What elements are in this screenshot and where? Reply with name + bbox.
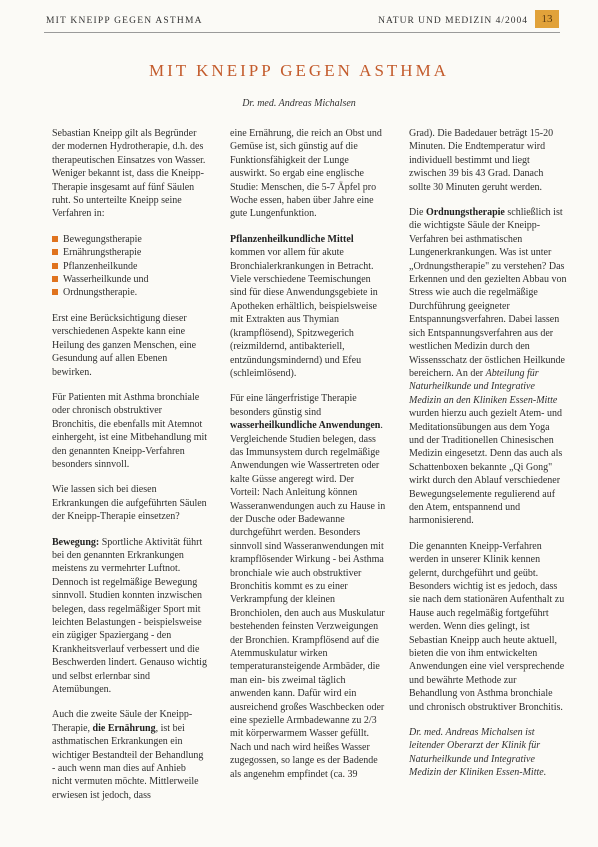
header-rule bbox=[44, 32, 560, 33]
bold-lead: Pflanzenheilkundliche Mittel bbox=[230, 233, 354, 245]
intro-paragraph: Sebastian Kneipp gilt als Begründer der modernen Hydrotherapie, d.h. des therapeutischen Einsatzes von Wasser. Weniger bekannt ist, dass die Kneipp-Therapie insgesamt auf fünf Säulen ruht. So unterteilte Kneipp seine Verfahren in: bbox=[52, 128, 206, 220]
column-3 bbox=[409, 127, 567, 792]
column-2 bbox=[230, 127, 386, 793]
article-author: Dr. med. Andreas Michalsen bbox=[242, 98, 356, 109]
author-bio-text: Dr. med. Andreas Michalsen ist leitender Oberarzt der Klinik für Naturheilkunde und Integrative Medizin der Kliniken Essen-Mitte. bbox=[409, 727, 547, 779]
list-item: Wasserheilkunde und bbox=[52, 273, 208, 286]
therapy-list bbox=[52, 233, 208, 300]
paragraph-text: . Vergleichende Studien belegen, dass das Immunsystem durch regelmäßige Anwendungen wie Wassertreten oder kalte Güsse angeregt wird. Der Vorteil: Nach Anleitung können Wasseranwendungen auch zu Hause in der Dusche oder Badewanne durchgeführt werden. Besonders sinnvoll sind Wasseranwendungen mit krampflösender Wirkung - bei Asthma bronchiale wie auch obstruktiver Bronchitis kommt es zu einer Verkrampfung der kleinen Bronchiolen, den auch aus Muskulatur bestehenden feinsten Verzweigungen der Bronchien. Krampflösend auf die Atemmuskulatur wirken temperaturansteigende Armbäder, die man ein- bis zweimal täglich anwenden kann. Dafür wird ein ausreichend großes Waschbecken oder eine spezielle Armbadewanne zu 2/3 mit körperwarmem Wasser gefüllt. Nach und nach wird heißes Wasser zugegossen, so lange es der Badende als angenehm empfindet (ca. 39 bbox=[230, 420, 386, 780]
paragraph-text: , ist bei asthmatischen Erkrankungen ein wichtiger Bestandteil der Behandlung - auch wenn man dies auf Anhieb nicht vermuten möchte. Mittlerweile erwiesen ist jedoch, dass bbox=[52, 722, 204, 801]
paragraph: eine Ernährung, die reich an Obst und Gemüse ist, sich günstig auf die Funktionsfähigkeit der Lunge auswirkt. So ergab eine englische Studie: Menschen, die 5-7 Äpfel pro Woche essen, haben über Jahre eine gute Lungenfunktion. bbox=[230, 128, 382, 220]
bold-term: wasserheilkundliche Anwendungen bbox=[230, 420, 381, 432]
column-1 bbox=[52, 127, 208, 814]
paragraph-text: Sportliche Aktivität führt bei den genannten Erkrankungen meistens zu vermehrter Luftnot. Dennoch ist regelmäßige Bewegung sinnvoll. Studien konnten inzwischen belegen, dass regelmäßiger Sport mit leichten Belastungen - beispielsweise ein zügiger Spaziergang - den Krankheitsverlauf verbessert und die Beschwerden lindert. Genauso wichtig und selbst erlernbar sind Atemübungen. bbox=[52, 536, 207, 696]
list-item: Ordnungstherapie. bbox=[52, 286, 208, 299]
article-title: MIT KNEIPP GEGEN ASTHMA bbox=[149, 61, 449, 80]
paragraph bbox=[230, 233, 386, 380]
header-left: MIT KNEIPP GEGEN ASTHMA bbox=[46, 16, 203, 26]
list-item: Bewegungstherapie bbox=[52, 233, 208, 246]
bold-term: die Ernährung bbox=[92, 722, 156, 734]
paragraph-text: schließlich ist die wichtigste Säule der Kneipp-Verfahren bei asthmatischen Lungenerkrankungen. Was ist unter „Ordnungstherapie" zu verstehen? Das Erkennen und den gezielten Abbau von Stress wie auch die regelmäßige Durchführung geeigneter Entspannungsverfahren. Dabei lassen sich Entspannungsverfahren aus der westlichen Medizin durch den Wissensschatz der östlichen Heilkunde bereichern. An der bbox=[409, 207, 567, 379]
header-right: NATUR UND MEDIZIN 4/2004 bbox=[378, 16, 528, 26]
paragraph: Für Patienten mit Asthma bronchiale oder chronisch obstruktiver Bronchitis, die ebenfalls mit Atemnot einhergeht, ist eine Mitbehandlung mit den genannten Kneipp-Verfahren besonders sinnvoll. bbox=[52, 391, 208, 470]
page-number: 13 bbox=[535, 10, 559, 28]
paragraph-text: kommen vor allem für akute Bronchialerkrankungen in Betracht. Viele verschiedene Teemischungen sind für diese Anwendungsgebiete in Apotheken erhältlich, beispielsweise mit Extrakten aus Thymian (krampflösend), Spitzwegerich (reizmildernd, antibakteriell, entzündungsmindernd) und Efeu (schleimlösend). bbox=[230, 247, 378, 379]
paragraph bbox=[52, 708, 208, 802]
paragraph: Die genannten Kneipp-Verfahren werden in unserer Klinik kennen gelernt, durchgeführt und geübt. Besonders wichtig ist es jedoch, dass sie nach dem stationären Aufenthalt zu Hause auch regelmäßig fortgeführt werden. Wenn dies gelingt, ist Sebastian Kneipp auch heute aktuell, bieten die von ihm entwickelten Anwendungen eine viel versprechende und bewährte Methode zur Behandlung von Asthma bronchiale und chronisch obstruktiver Bronchitis. bbox=[409, 540, 565, 713]
paragraph-text: wurden hierzu auch gezielt Atem- und Meditationsübungen aus dem Yoga und der Traditionellen Chinesischen Medizin eingesetzt. Denn das auch als Schattenboxen bekannte „Qi Gong" wirkt durch den Ablauf verschiedener Bewegungselemente regulierend auf den Atem, entspannend und harmonisierend. bbox=[409, 408, 563, 527]
paragraph bbox=[52, 536, 208, 697]
paragraph-text: Auch die zweite Säule der Kneipp-Therapie, bbox=[52, 709, 193, 734]
italic-term: Abteilung für Naturheilkunde und Integrative Medizin an den Kliniken Essen-Mitte bbox=[409, 367, 558, 406]
paragraph: Erst eine Berücksichtigung dieser verschiedenen Aspekte kann eine Heilung des ganzen Menschen, eine Gesundung auf allen Ebenen bewirken. bbox=[52, 312, 197, 378]
bold-lead: Bewegung: bbox=[52, 536, 100, 548]
paragraph bbox=[409, 206, 567, 528]
paragraph: Grad). Die Badedauer beträgt 15-20 Minuten. Die Endtemperatur wird individuell bestimmt und liegt zwischen 39 bis 43 Grad. Danach sollte 30 Minuten geruht werden. bbox=[409, 128, 554, 193]
paragraph: Wie lassen sich bei diesen Erkrankungen die aufgeführten Säulen der Kneipp-Therapie einsetzen? bbox=[52, 484, 207, 523]
paragraph bbox=[230, 392, 386, 781]
list-item: Pflanzenheilkunde bbox=[52, 260, 208, 273]
paragraph-text: Die bbox=[409, 207, 426, 219]
bold-term: Ordnungstherapie bbox=[425, 207, 505, 219]
list-item: Ernährungstherapie bbox=[52, 246, 208, 259]
author-bio bbox=[409, 726, 567, 780]
paragraph-text: Für eine längerfristige Therapie besonders günstig sind bbox=[230, 393, 357, 418]
